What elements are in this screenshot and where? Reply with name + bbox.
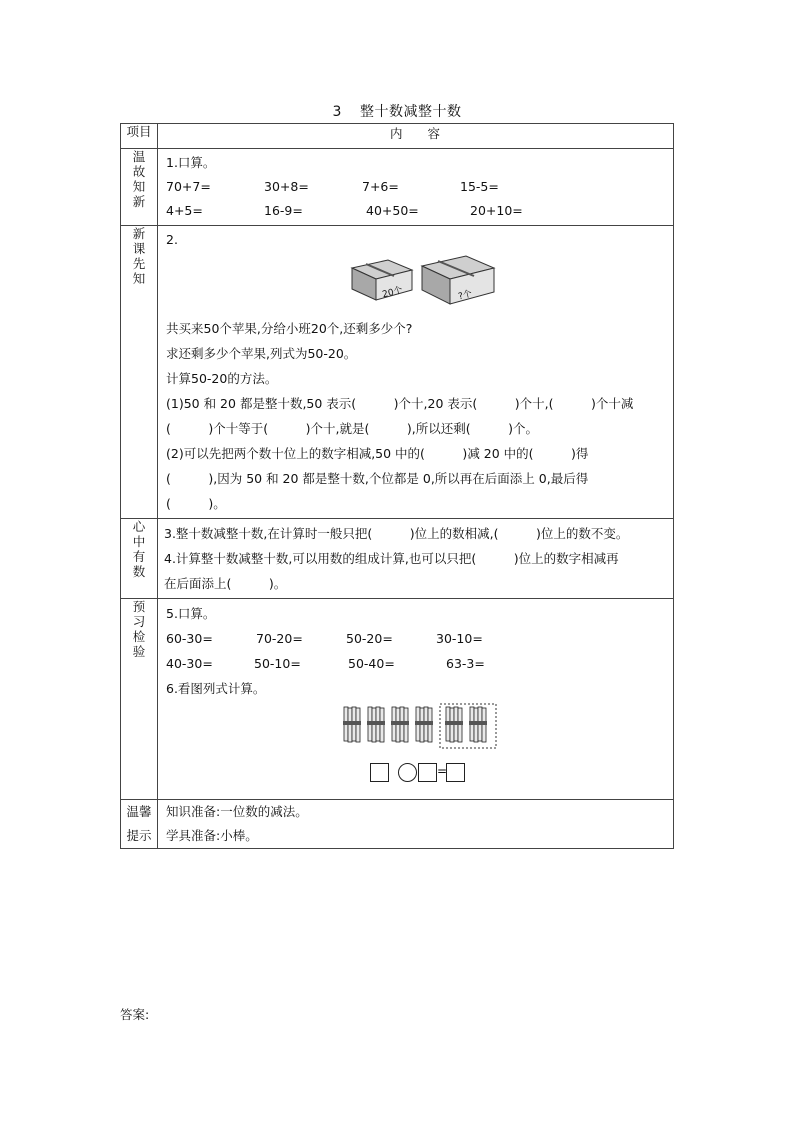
- text-line: 学具准备:小棒。: [166, 828, 258, 843]
- answer-box[interactable]: [418, 763, 437, 782]
- calc-item: 30+8=: [264, 179, 309, 194]
- text-line: 共买来50个苹果,分给小班20个,还剩多少个?: [166, 321, 413, 336]
- calc-item: 50-40=: [348, 656, 395, 671]
- calc-item: 4+5=: [166, 203, 203, 218]
- calc-item: 40+50=: [366, 203, 419, 218]
- text-line: 3.整十数减整十数,在计算时一般只把( )位上的数相减,( )位上的数不变。: [164, 526, 629, 541]
- calc-item: 20+10=: [470, 203, 523, 218]
- calc-item: 16-9=: [264, 203, 303, 218]
- section-key-points-label: 心中有数: [121, 519, 158, 599]
- section-tips: [121, 800, 674, 849]
- stick-bundle-taken: [469, 707, 487, 742]
- apple-boxes-figure: [166, 252, 673, 316]
- text-line: 求还剩多少个苹果,列式为50-20。: [166, 346, 357, 361]
- operator-circle[interactable]: [398, 763, 417, 782]
- header-content: 内 容: [158, 124, 674, 149]
- box-1-label: 20个: [381, 285, 404, 301]
- calc-item: 30-10=: [436, 631, 483, 646]
- answer-label: 答案:: [120, 1007, 150, 1022]
- stick-bundle: [367, 707, 385, 742]
- question-2: 2.: [166, 232, 178, 247]
- sticks-figure: [166, 701, 673, 751]
- stick-bundle-taken: [445, 707, 463, 742]
- calc-row: [166, 626, 673, 651]
- page-title: [0, 101, 794, 121]
- section-preview-check-content: [158, 599, 674, 800]
- section-review-label: 温故知新: [121, 149, 158, 226]
- question-6: 6.看图列式计算。: [166, 681, 266, 696]
- section-tips-content: [158, 800, 674, 849]
- section-new-lesson: [121, 226, 674, 519]
- text-line: (2)可以先把两个数十位上的数字相减,50 中的( )减 20 中的( )得: [166, 446, 589, 461]
- calc-item: 40-30=: [166, 656, 213, 671]
- boxes-illustration: [346, 252, 506, 314]
- title-text: 整十数减整十数: [359, 104, 462, 120]
- calc-item: 63-3=: [446, 656, 485, 671]
- section-new-lesson-label: 新课先知: [121, 226, 158, 519]
- calc-item: 50-10=: [254, 656, 301, 671]
- calc-row: [166, 651, 673, 676]
- equals-sign: =: [437, 764, 448, 778]
- calc-item: 60-30=: [166, 631, 213, 646]
- question-1: 1.口算。: [166, 155, 216, 170]
- text-line: ( ),因为 50 和 20 都是整十数,个位都是 0,所以再在后面添上 0,最后得: [166, 471, 589, 486]
- stick-bundles-illustration: [342, 703, 502, 751]
- calc-row: [166, 199, 673, 223]
- section-preview-check-label: 预习检验: [121, 599, 158, 800]
- stick-bundle: [415, 707, 433, 742]
- answer-box[interactable]: [446, 763, 465, 782]
- calc-item: 50-20=: [346, 631, 393, 646]
- stick-bundle: [391, 707, 409, 742]
- calc-item: 70-20=: [256, 631, 303, 646]
- section-new-lesson-content: [158, 226, 674, 519]
- text-line: ( )个十等于( )个十,就是( ),所以还剩( )个。: [166, 421, 538, 436]
- header-row: [121, 124, 674, 149]
- section-key-points: [121, 519, 674, 599]
- section-preview-check: [121, 599, 674, 800]
- text-line: 计算50-20的方法。: [166, 371, 278, 386]
- text-line: ( )。: [166, 496, 226, 511]
- section-review: [121, 149, 674, 226]
- calc-item: 15-5=: [460, 179, 499, 194]
- stick-bundle: [343, 707, 361, 742]
- calc-item: 7+6=: [362, 179, 399, 194]
- text-line: 知识准备:一位数的减法。: [166, 804, 308, 819]
- section-tips-label: 温馨提示: [121, 800, 158, 849]
- text-line: 4.计算整十数减整十数,可以用数的组成计算,也可以只把( )位上的数字相减再: [164, 551, 619, 566]
- section-review-content: [158, 149, 674, 226]
- box-2-label: ?个: [457, 289, 474, 303]
- text-line: (1)50 和 20 都是整十数,50 表示( )个十,20 表示( )个十,( )个十减: [166, 396, 634, 411]
- worksheet-table: [120, 123, 674, 849]
- question-5: 5.口算。: [166, 606, 216, 621]
- header-item: 项目: [121, 124, 158, 149]
- calc-item: 70+7=: [166, 179, 211, 194]
- title-number: 3: [332, 104, 342, 120]
- section-key-points-content: [158, 519, 674, 599]
- equation-boxes: [166, 751, 673, 791]
- answer-box[interactable]: [370, 763, 389, 782]
- text-line: 在后面添上( )。: [164, 576, 287, 591]
- calc-row: [166, 175, 673, 199]
